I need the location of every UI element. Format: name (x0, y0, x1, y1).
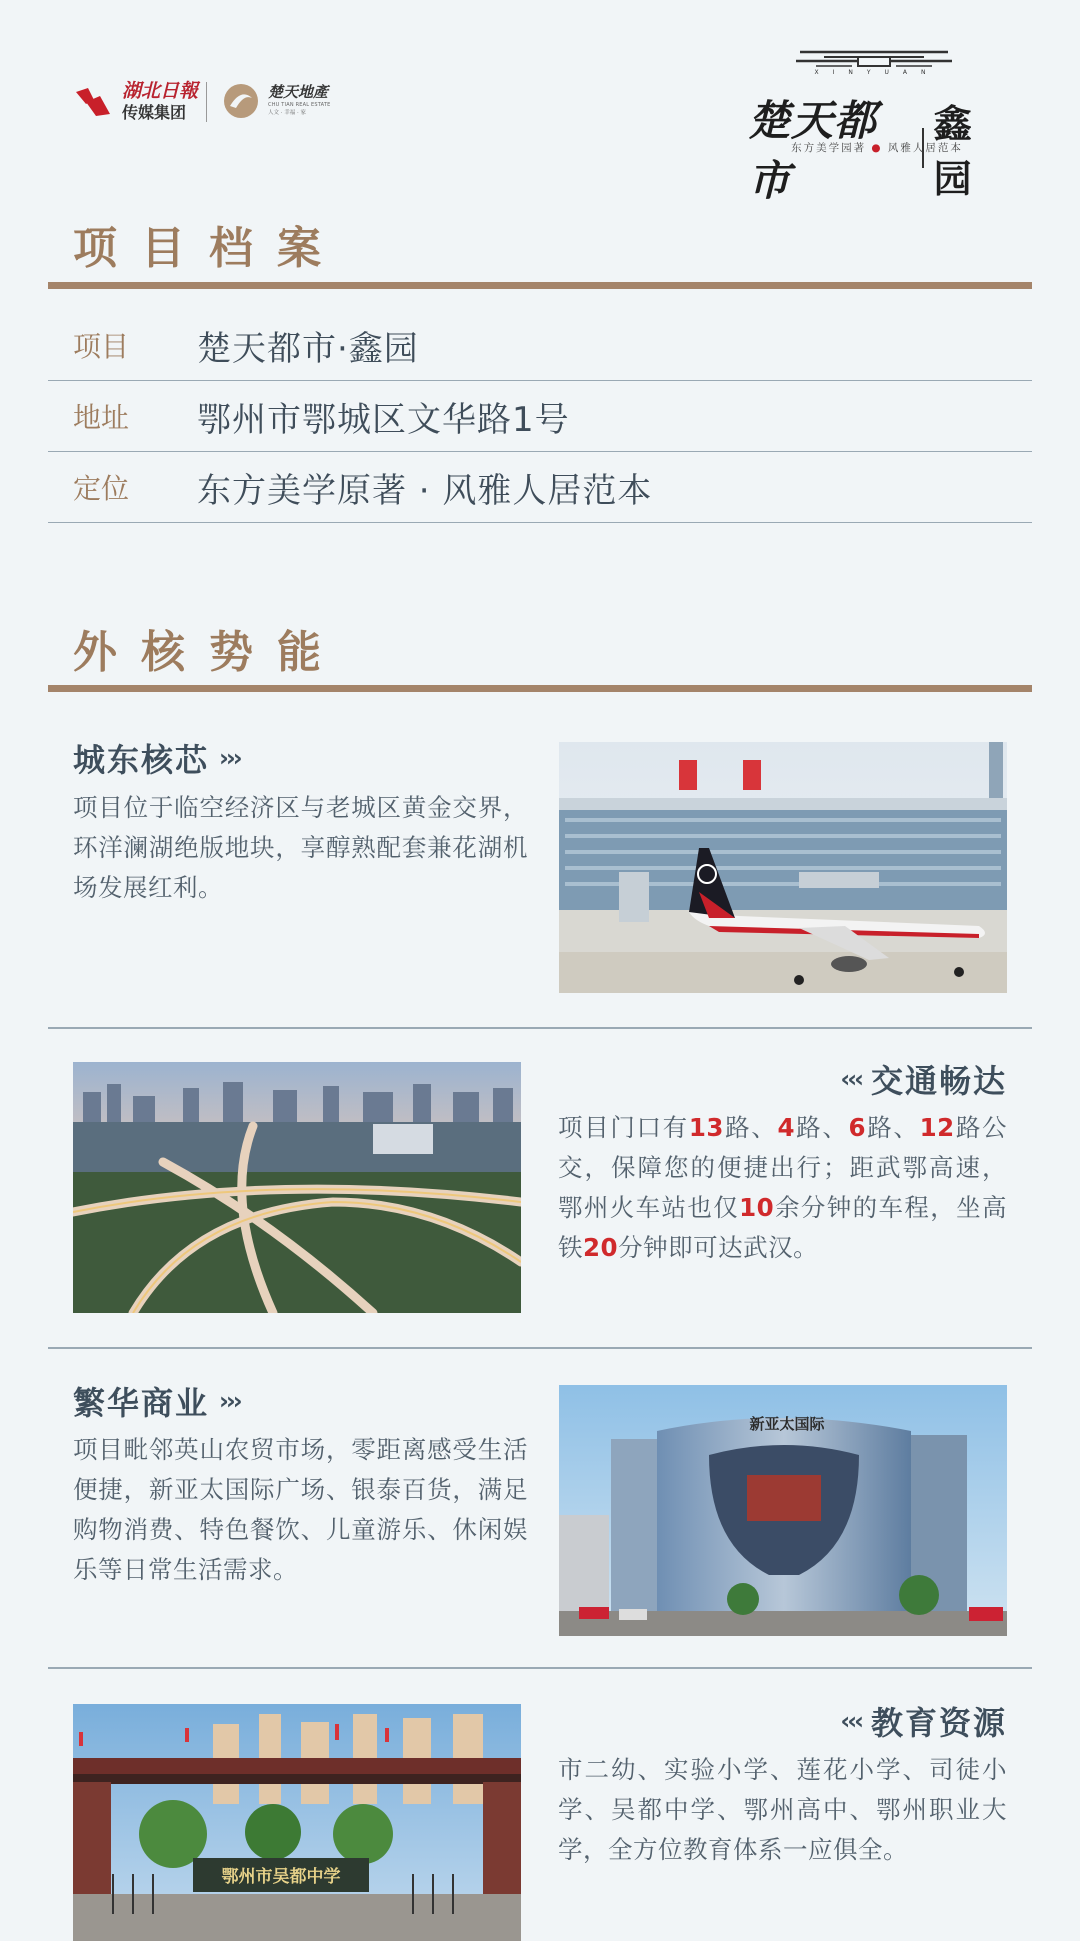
item-divider (48, 1027, 1032, 1029)
arrows-right-icon: ››› (219, 744, 240, 772)
logo-divider (206, 82, 207, 122)
school-sign-text: 鄂州市吴都中学 (221, 1867, 341, 1887)
highlight-number: 10 (739, 1193, 775, 1222)
item-body-traffic (558, 1108, 1007, 1268)
profile-value: 楚天都市·鑫园 (197, 328, 419, 369)
item-title-text: 繁华商业 (73, 1384, 210, 1422)
hubei-daily-subtitle: 传媒集团 (122, 103, 187, 122)
profile-row-positioning (48, 452, 1032, 523)
slogan-dot-icon: ● (866, 142, 888, 154)
brand-latin: XINYUAN (814, 69, 940, 76)
arrows-left-icon: ‹‹‹ (840, 1065, 861, 1093)
mall-photo (559, 1385, 1007, 1636)
chutian-logo (222, 82, 330, 120)
highlight-number: 12 (919, 1113, 955, 1142)
item-title-education (558, 1698, 1007, 1744)
profile-label: 地址 (73, 401, 130, 434)
highlight-number: 20 (583, 1233, 619, 1262)
body-text: 路、 (723, 1113, 778, 1142)
item-body-city-east: 项目位于临空经济区与老城区黄金交界，环洋澜湖绝版地块，享醇熟配套兼花湖机场发展红利。 (73, 793, 528, 902)
body-text: 路公交，保障您的便捷出行；距武鄂高速，鄂州火车站也仅 (558, 1113, 1008, 1222)
item-title-city-east (73, 735, 240, 781)
school-photo (73, 1704, 521, 1941)
item-divider (48, 1347, 1032, 1349)
body-text: 分钟即可达武汉。 (618, 1233, 819, 1262)
item-divider (48, 1667, 1032, 1669)
body-text: 项目门口有 (558, 1113, 689, 1142)
body-text: 路、 (795, 1113, 849, 1142)
item-title-traffic (558, 1056, 1007, 1102)
brand-slogan-left: 东方美学园著 (791, 142, 867, 154)
project-brand-logo (748, 48, 1006, 205)
brand-name-sub: 鑫园 (933, 102, 972, 201)
profile-label: 项目 (73, 330, 130, 363)
brand-slogan-right: 风雅人居范本 (887, 142, 963, 154)
arrows-left-icon: ‹‹‹ (840, 1707, 861, 1735)
body-text: 路、 (866, 1113, 920, 1142)
airport-photo (559, 742, 1007, 993)
highlight-number: 13 (688, 1113, 724, 1142)
core-section-rule (48, 685, 1032, 692)
item-title-commerce (73, 1378, 240, 1424)
roof-ornament-icon (796, 48, 952, 68)
chutian-en: CHU TIAN REAL ESTATE (268, 102, 331, 109)
profile-value: 东方美学原著 · 风雅人居范本 (197, 470, 653, 511)
profile-section-rule (48, 282, 1032, 289)
interchange-photo (73, 1062, 521, 1313)
profile-row-address (48, 381, 1032, 452)
profile-row-project (48, 310, 1032, 381)
body-text: 余分钟的车程，坐高铁 (558, 1193, 1008, 1262)
highlight-number: 6 (848, 1113, 867, 1142)
item-title-text: 教育资源 (870, 1704, 1007, 1742)
chutian-title: 楚天地產 (268, 83, 329, 102)
arrows-right-icon: ››› (219, 1387, 240, 1415)
mall-sign-text: 新亚太国际 (749, 1415, 825, 1433)
profile-section-title: 项目档案 (73, 223, 345, 274)
profile-label: 定位 (73, 472, 130, 505)
chutian-slogan: 人文 · 幸福 · 家 (268, 110, 306, 117)
core-section-title: 外核势能 (73, 627, 345, 678)
item-title-text: 交通畅达 (870, 1062, 1007, 1100)
item-body-education: 市二幼、实验小学、莲花小学、司徒小学、吴都中学、鄂州高中、鄂州职业大学，全方位教育体系一应俱全。 (558, 1755, 1007, 1864)
profile-value: 鄂州市鄂城区文华路1号 (197, 399, 570, 440)
hubei-daily-mark-icon (74, 86, 112, 118)
chutian-mark-icon (222, 82, 260, 120)
brand-name-main: 楚天都市 (748, 96, 878, 205)
hubei-daily-title: 湖北日報 (122, 80, 199, 102)
highlight-number: 4 (777, 1113, 796, 1142)
item-title-text: 城东核芯 (73, 741, 210, 779)
hubei-daily-logo (74, 82, 198, 121)
brand-slogan (748, 140, 1006, 155)
item-body-commerce: 项目毗邻英山农贸市场，零距离感受生活便捷，新亚太国际广场、银泰百货，满足购物消费、特色餐饮、儿童游乐、休闲娱乐等日常生活需求。 (73, 1435, 528, 1584)
